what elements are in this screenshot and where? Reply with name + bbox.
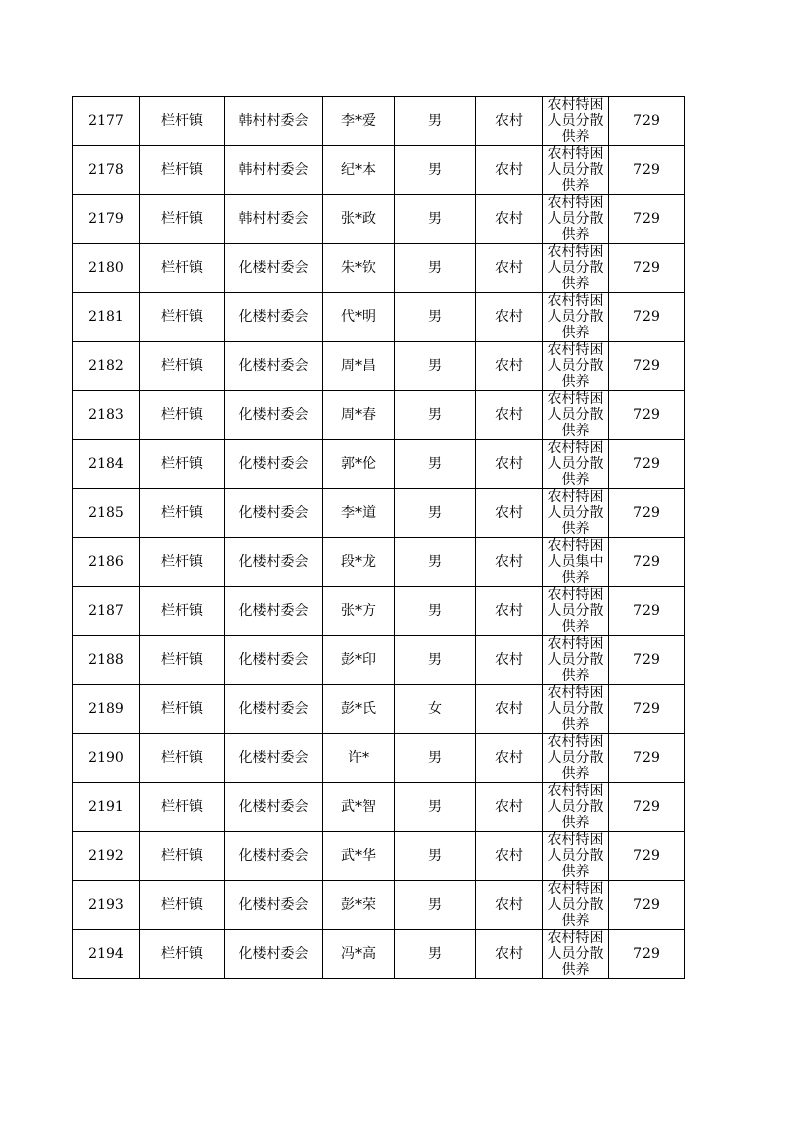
- gender-cell: 男: [395, 636, 476, 685]
- area-type-cell: 农村: [476, 244, 543, 293]
- category-line: 农村特困: [547, 734, 604, 750]
- town-cell: 栏杆镇: [140, 685, 225, 734]
- area-type-cell: 农村: [476, 391, 543, 440]
- category-line: 供养: [561, 521, 590, 537]
- town-cell: 栏杆镇: [140, 244, 225, 293]
- category-line: 农村特困: [547, 685, 604, 701]
- category-line: 农村特困: [547, 244, 604, 260]
- category-cell: [543, 195, 609, 244]
- name-cell: 郭*伦: [323, 440, 395, 489]
- town-cell: 栏杆镇: [140, 783, 225, 832]
- category-cell: [543, 342, 609, 391]
- gender-cell: 男: [395, 587, 476, 636]
- amount-cell: 729: [609, 538, 685, 587]
- name-cell: 张*方: [323, 587, 395, 636]
- category-line: 农村特困: [547, 636, 604, 652]
- category-line: 供养: [561, 913, 590, 929]
- category-line: 人员分散: [547, 407, 604, 423]
- amount-cell: 729: [609, 440, 685, 489]
- table-row: [73, 146, 685, 195]
- table-row: [73, 440, 685, 489]
- village-committee-cell: 化楼村委会: [225, 293, 323, 342]
- category-line: 人员分散: [547, 211, 604, 227]
- category-text: [543, 342, 608, 390]
- category-cell: [543, 293, 609, 342]
- category-cell: [543, 783, 609, 832]
- category-line: 供养: [561, 619, 590, 635]
- table-row: [73, 734, 685, 783]
- category-line: 人员分散: [547, 652, 604, 668]
- name-cell: 李*爱: [323, 97, 395, 146]
- table-row: [73, 489, 685, 538]
- area-type-cell: 农村: [476, 734, 543, 783]
- category-cell: [543, 146, 609, 195]
- category-text: [543, 832, 608, 880]
- category-cell: [543, 636, 609, 685]
- data-table: [72, 96, 685, 979]
- village-committee-cell: 化楼村委会: [225, 391, 323, 440]
- gender-cell: 男: [395, 783, 476, 832]
- category-line: 农村特困: [547, 587, 604, 603]
- category-line: 农村特困: [547, 293, 604, 309]
- category-text: [543, 97, 608, 145]
- village-committee-cell: 韩村村委会: [225, 195, 323, 244]
- name-cell: 代*明: [323, 293, 395, 342]
- name-cell: 纪*本: [323, 146, 395, 195]
- town-cell: 栏杆镇: [140, 636, 225, 685]
- name-cell: 朱*钦: [323, 244, 395, 293]
- category-text: [543, 783, 608, 831]
- category-line: 人员分散: [547, 701, 604, 717]
- amount-cell: 729: [609, 391, 685, 440]
- category-line: 人员分散: [547, 456, 604, 472]
- category-text: [543, 587, 608, 635]
- category-line: 人员分散: [547, 603, 604, 619]
- name-cell: 武*华: [323, 832, 395, 881]
- category-line: 人员分散: [547, 162, 604, 178]
- area-type-cell: 农村: [476, 342, 543, 391]
- serial-number-cell: 2188: [73, 636, 140, 685]
- area-type-cell: 农村: [476, 685, 543, 734]
- category-text: [543, 685, 608, 733]
- category-line: 农村特困: [547, 97, 604, 113]
- table-row: [73, 342, 685, 391]
- village-committee-cell: 韩村村委会: [225, 146, 323, 195]
- serial-number-cell: 2186: [73, 538, 140, 587]
- serial-number-cell: 2182: [73, 342, 140, 391]
- village-committee-cell: 化楼村委会: [225, 489, 323, 538]
- category-cell: [543, 391, 609, 440]
- serial-number-cell: 2192: [73, 832, 140, 881]
- category-cell: [543, 881, 609, 930]
- table-row: [73, 832, 685, 881]
- town-cell: 栏杆镇: [140, 587, 225, 636]
- area-type-cell: 农村: [476, 440, 543, 489]
- town-cell: 栏杆镇: [140, 293, 225, 342]
- category-text: [543, 391, 608, 439]
- category-line: 农村特困: [547, 146, 604, 162]
- gender-cell: 男: [395, 832, 476, 881]
- category-line: 人员分散: [547, 358, 604, 374]
- category-line: 人员分散: [547, 799, 604, 815]
- amount-cell: 729: [609, 734, 685, 783]
- name-cell: 彭*印: [323, 636, 395, 685]
- category-line: 农村特困: [547, 783, 604, 799]
- category-text: [543, 930, 608, 978]
- table-row: [73, 685, 685, 734]
- serial-number-cell: 2184: [73, 440, 140, 489]
- category-line: 人员分散: [547, 260, 604, 276]
- town-cell: 栏杆镇: [140, 538, 225, 587]
- gender-cell: 男: [395, 391, 476, 440]
- table-row: [73, 881, 685, 930]
- serial-number-cell: 2185: [73, 489, 140, 538]
- town-cell: 栏杆镇: [140, 97, 225, 146]
- amount-cell: 729: [609, 97, 685, 146]
- serial-number-cell: 2179: [73, 195, 140, 244]
- category-cell: [543, 930, 609, 979]
- area-type-cell: 农村: [476, 538, 543, 587]
- table-row: [73, 97, 685, 146]
- gender-cell: 男: [395, 97, 476, 146]
- name-cell: 许*: [323, 734, 395, 783]
- category-cell: [543, 440, 609, 489]
- serial-number-cell: 2193: [73, 881, 140, 930]
- gender-cell: 男: [395, 293, 476, 342]
- amount-cell: 729: [609, 146, 685, 195]
- area-type-cell: 农村: [476, 832, 543, 881]
- amount-cell: 729: [609, 489, 685, 538]
- category-cell: [543, 97, 609, 146]
- serial-number-cell: 2177: [73, 97, 140, 146]
- category-cell: [543, 587, 609, 636]
- amount-cell: 729: [609, 587, 685, 636]
- category-text: [543, 244, 608, 292]
- area-type-cell: 农村: [476, 587, 543, 636]
- category-cell: [543, 538, 609, 587]
- category-text: [543, 538, 608, 586]
- category-line: 供养: [561, 423, 590, 439]
- category-line: 供养: [561, 570, 590, 586]
- amount-cell: 729: [609, 881, 685, 930]
- name-cell: 冯*高: [323, 930, 395, 979]
- category-line: 农村特困: [547, 440, 604, 456]
- gender-cell: 男: [395, 734, 476, 783]
- village-committee-cell: 化楼村委会: [225, 587, 323, 636]
- category-cell: [543, 489, 609, 538]
- area-type-cell: 农村: [476, 195, 543, 244]
- village-committee-cell: 化楼村委会: [225, 342, 323, 391]
- category-line: 供养: [561, 374, 590, 390]
- category-text: [543, 293, 608, 341]
- village-committee-cell: 化楼村委会: [225, 636, 323, 685]
- category-text: [543, 636, 608, 684]
- amount-cell: 729: [609, 342, 685, 391]
- town-cell: 栏杆镇: [140, 440, 225, 489]
- name-cell: 周*昌: [323, 342, 395, 391]
- amount-cell: 729: [609, 244, 685, 293]
- table-row: [73, 783, 685, 832]
- category-line: 人员分散: [547, 309, 604, 325]
- village-committee-cell: 化楼村委会: [225, 685, 323, 734]
- serial-number-cell: 2190: [73, 734, 140, 783]
- amount-cell: 729: [609, 195, 685, 244]
- name-cell: 彭*氏: [323, 685, 395, 734]
- gender-cell: 男: [395, 538, 476, 587]
- category-line: 农村特困: [547, 391, 604, 407]
- name-cell: 彭*荣: [323, 881, 395, 930]
- category-line: 供养: [561, 325, 590, 341]
- amount-cell: 729: [609, 636, 685, 685]
- amount-cell: 729: [609, 832, 685, 881]
- category-line: 供养: [561, 717, 590, 733]
- village-committee-cell: 化楼村委会: [225, 930, 323, 979]
- category-line: 供养: [561, 227, 590, 243]
- amount-cell: 729: [609, 930, 685, 979]
- town-cell: 栏杆镇: [140, 489, 225, 538]
- town-cell: 栏杆镇: [140, 832, 225, 881]
- town-cell: 栏杆镇: [140, 342, 225, 391]
- category-line: 供养: [561, 962, 590, 978]
- area-type-cell: 农村: [476, 636, 543, 685]
- category-line: 人员分散: [547, 750, 604, 766]
- table-row: [73, 587, 685, 636]
- gender-cell: 男: [395, 195, 476, 244]
- category-line: 人员分散: [547, 848, 604, 864]
- table-row: [73, 195, 685, 244]
- area-type-cell: 农村: [476, 783, 543, 832]
- category-line: 供养: [561, 276, 590, 292]
- table-row: [73, 244, 685, 293]
- village-committee-cell: 化楼村委会: [225, 734, 323, 783]
- town-cell: 栏杆镇: [140, 881, 225, 930]
- serial-number-cell: 2178: [73, 146, 140, 195]
- name-cell: 段*龙: [323, 538, 395, 587]
- serial-number-cell: 2189: [73, 685, 140, 734]
- category-line: 人员分散: [547, 505, 604, 521]
- gender-cell: 男: [395, 489, 476, 538]
- category-text: [543, 734, 608, 782]
- table-row: [73, 930, 685, 979]
- category-line: 人员分散: [547, 897, 604, 913]
- category-line: 人员分散: [547, 946, 604, 962]
- area-type-cell: 农村: [476, 146, 543, 195]
- category-line: 供养: [561, 178, 590, 194]
- amount-cell: 729: [609, 685, 685, 734]
- town-cell: 栏杆镇: [140, 391, 225, 440]
- category-line: 供养: [561, 129, 590, 145]
- category-line: 农村特困: [547, 489, 604, 505]
- category-cell: [543, 685, 609, 734]
- village-committee-cell: 韩村村委会: [225, 97, 323, 146]
- area-type-cell: 农村: [476, 489, 543, 538]
- category-text: [543, 440, 608, 488]
- table-row: [73, 293, 685, 342]
- serial-number-cell: 2180: [73, 244, 140, 293]
- category-line: 农村特困: [547, 832, 604, 848]
- name-cell: 李*道: [323, 489, 395, 538]
- category-cell: [543, 244, 609, 293]
- name-cell: 武*智: [323, 783, 395, 832]
- table-body: [73, 97, 685, 979]
- village-committee-cell: 化楼村委会: [225, 832, 323, 881]
- village-committee-cell: 化楼村委会: [225, 783, 323, 832]
- category-cell: [543, 734, 609, 783]
- town-cell: 栏杆镇: [140, 930, 225, 979]
- gender-cell: 女: [395, 685, 476, 734]
- category-cell: [543, 832, 609, 881]
- area-type-cell: 农村: [476, 293, 543, 342]
- serial-number-cell: 2187: [73, 587, 140, 636]
- area-type-cell: 农村: [476, 930, 543, 979]
- category-line: 农村特困: [547, 538, 604, 554]
- category-line: 供养: [561, 815, 590, 831]
- category-line: 供养: [561, 472, 590, 488]
- table-row: [73, 636, 685, 685]
- category-text: [543, 881, 608, 929]
- serial-number-cell: 2194: [73, 930, 140, 979]
- name-cell: 张*政: [323, 195, 395, 244]
- gender-cell: 男: [395, 146, 476, 195]
- category-text: [543, 489, 608, 537]
- category-line: 人员分散: [547, 113, 604, 129]
- serial-number-cell: 2183: [73, 391, 140, 440]
- gender-cell: 男: [395, 881, 476, 930]
- gender-cell: 男: [395, 930, 476, 979]
- area-type-cell: 农村: [476, 97, 543, 146]
- town-cell: 栏杆镇: [140, 734, 225, 783]
- category-line: 供养: [561, 864, 590, 880]
- area-type-cell: 农村: [476, 881, 543, 930]
- category-line: 供养: [561, 668, 590, 684]
- town-cell: 栏杆镇: [140, 146, 225, 195]
- amount-cell: 729: [609, 293, 685, 342]
- category-line: 农村特困: [547, 881, 604, 897]
- name-cell: 周*春: [323, 391, 395, 440]
- serial-number-cell: 2181: [73, 293, 140, 342]
- table-row: [73, 391, 685, 440]
- category-text: [543, 195, 608, 243]
- category-line: 供养: [561, 766, 590, 782]
- category-line: 农村特困: [547, 342, 604, 358]
- serial-number-cell: 2191: [73, 783, 140, 832]
- category-text: [543, 146, 608, 194]
- gender-cell: 男: [395, 244, 476, 293]
- village-committee-cell: 化楼村委会: [225, 440, 323, 489]
- category-line: 农村特困: [547, 195, 604, 211]
- village-committee-cell: 化楼村委会: [225, 244, 323, 293]
- gender-cell: 男: [395, 440, 476, 489]
- gender-cell: 男: [395, 342, 476, 391]
- village-committee-cell: 化楼村委会: [225, 538, 323, 587]
- village-committee-cell: 化楼村委会: [225, 881, 323, 930]
- category-line: 人员集中: [547, 554, 604, 570]
- amount-cell: 729: [609, 783, 685, 832]
- town-cell: 栏杆镇: [140, 195, 225, 244]
- category-line: 农村特困: [547, 930, 604, 946]
- table-row: [73, 538, 685, 587]
